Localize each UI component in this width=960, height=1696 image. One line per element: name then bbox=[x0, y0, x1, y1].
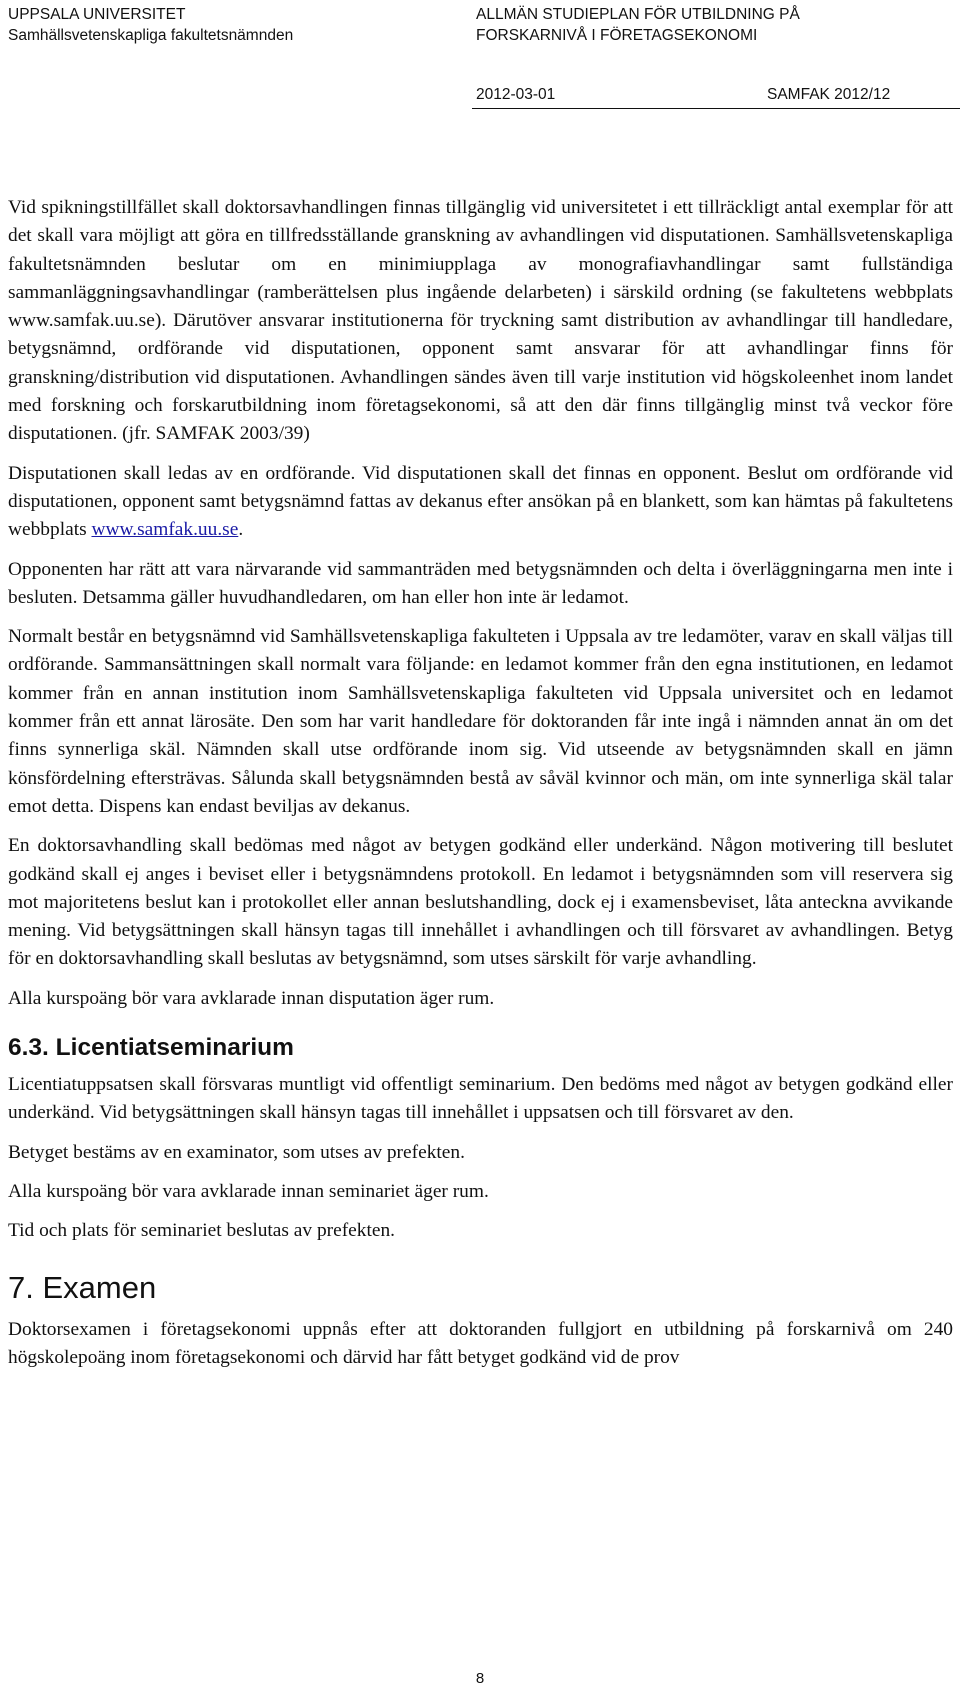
header-university: UPPSALA UNIVERSITET bbox=[8, 6, 186, 23]
page-header bbox=[0, 0, 960, 112]
header-faculty-board: Samhällsvetenskapliga fakultetsnämnden bbox=[8, 27, 294, 44]
paragraph-disputation-chair bbox=[8, 460, 953, 545]
section-heading-licentiate-seminar: 6.3. Licentiatseminarium bbox=[8, 1034, 294, 1062]
paragraph-licentiate-defense: Licentiatuppsatsen skall försvaras muntligt vid offentligt seminarium. Den bedöms med något av betygen godkänd eller underkänd. Vid betygsättningen skall hänsyn tagas till innehållet i uppsatsen och till försvaret av den. bbox=[8, 1074, 953, 1124]
paragraph-opponent: Opponenten har rätt att vara närvarande vid sammanträden med betygsnämnden och delta i överläggningarna men inte i besluten. Detsamma gäller huvudhandledaren, om han eller hon inte är ledamot. bbox=[8, 558, 953, 608]
paragraph-examiner: Betyget bestäms av en examinator, som utses av prefekten. bbox=[8, 1141, 465, 1163]
header-title-line1: ALLMÄN STUDIEPLAN FÖR UTBILDNING PÅ bbox=[476, 6, 800, 23]
page-number: 8 bbox=[475, 1670, 485, 1687]
paragraph-time-place: Tid och plats för seminariet beslutas av prefekten. bbox=[8, 1220, 395, 1242]
paragraph-course-credits-disputation: Alla kurspoäng bör vara avklarade innan disputation äger rum. bbox=[8, 987, 495, 1009]
paragraph-assessment: En doktorsavhandling skall bedömas med något av betygen godkänd eller underkänd. Någon motivering till beslutet godkänd skall ej anges i beviset eller i betygsnämndens protokoll. En ledamot i betygsnämnden som vill reservera sig mot majoritetens beslut kan i protokollet eller annan beslutshandling, dock ej i examensbeviset, låta anteckna avvikande mening. Vid betygsättningen skall hänsyn tagas till innehållet i avhandlingen och till försvaret av avhandlingen. Betyg för en doktorsavhandling skall beslutas av betygsnämnd, som utses särskilt för varje avhandling. bbox=[8, 835, 953, 970]
paragraph-disputation-chair-end: . bbox=[238, 519, 244, 541]
header-institution bbox=[8, 4, 293, 46]
paragraph-disputation-chair-text: Disputationen skall ledas av en ordförande. Vid disputationen skall det finnas en opponent. Beslut om ordförande vid disputationen, opponent samt betygsnämnd fattas av dekanus efter ansökan på en blankett, som kan hämtas på fakultetens webbplats bbox=[8, 462, 953, 541]
header-reference: SAMFAK 2012/12 bbox=[767, 86, 891, 103]
header-divider bbox=[472, 108, 960, 109]
paragraph-doctoral-degree: Doktorsexamen i företagsekonomi uppnås efter att doktoranden fullgjort en utbildning på forskarnivå om 240 högskolepoäng inom företagsekonomi och därvid har fått betyget godkänd vid de prov bbox=[8, 1318, 953, 1368]
samfak-website-link[interactable]: www.samfak.uu.se bbox=[91, 519, 239, 541]
paragraph-course-credits-seminar: Alla kurspoäng bör vara avklarade innan seminariet äger rum. bbox=[8, 1180, 489, 1202]
header-date: 2012-03-01 bbox=[476, 86, 556, 103]
paragraph-spikning: Vid spikningstillfället skall doktorsavhandlingen finnas tillgänglig vid universitetet i ett tillräckligt antal exemplar för att det skall vara möjligt att göra en tillfredsställande granskning av avhandlingen vid disputationen. Samhällsvetenskapliga fakultetsnämnden beslutar om en minimiupplaga av monografiavhandlingar samt fullständiga sammanläggningsavhandlingar (ramberättelsen plus ingående delarbeten) i särskild ordning (se fakultetens webbplats www.samfak.uu.se). Därutöver ansvarar institutionerna för tryckning samt distribution av avhandlingar till handledare, betygsnämnd, ordförande vid disputationen, opponent samt ansvarar för att avhandlingar finns för granskning/distribution vid disputationen. Avhandlingen sändes även till varje institution vid högskoleenhet inom landet med forskning och forskarutbildning inom företagsekonomi, så att den där finns tillgänglig minst två veckor före disputationen. (jfr. SAMFAK 2003/39) bbox=[8, 197, 953, 445]
section-heading-examen: 7. Examen bbox=[8, 1269, 157, 1305]
header-title-line2: FORSKARNIVÅ I FÖRETAGSEKONOMI bbox=[476, 27, 758, 44]
paragraph-grading-committee: Normalt består en betygsnämnd vid Samhällsvetenskapliga fakulteten i Uppsala av tre ledamöter, varav en skall väljas till ordförande. Sammansättningen skall normalt vara följande: en ledamot kommer från den egna institutionen, en ledamot kommer från en annan institution inom Samhällsvetenskapliga fakulteten vid Uppsala universitet och en ledamot kommer från ett annat lärosäte. Den som har varit handledare för doktoranden får inte ingå i nämnden annat än om det finns synnerliga skäl. Nämnden skall utse ordförande inom sig. Vid utseende av betygsnämnden skall en jämn könsfördelning eftersträvas. Sålunda skall betygsnämnden bestå av såväl kvinnor och män, om inte synnerliga skäl talar emot detta. Dispens kan endast beviljas av dekanus. bbox=[8, 626, 953, 817]
header-document-title bbox=[476, 4, 800, 46]
document-body bbox=[8, 194, 953, 1383]
